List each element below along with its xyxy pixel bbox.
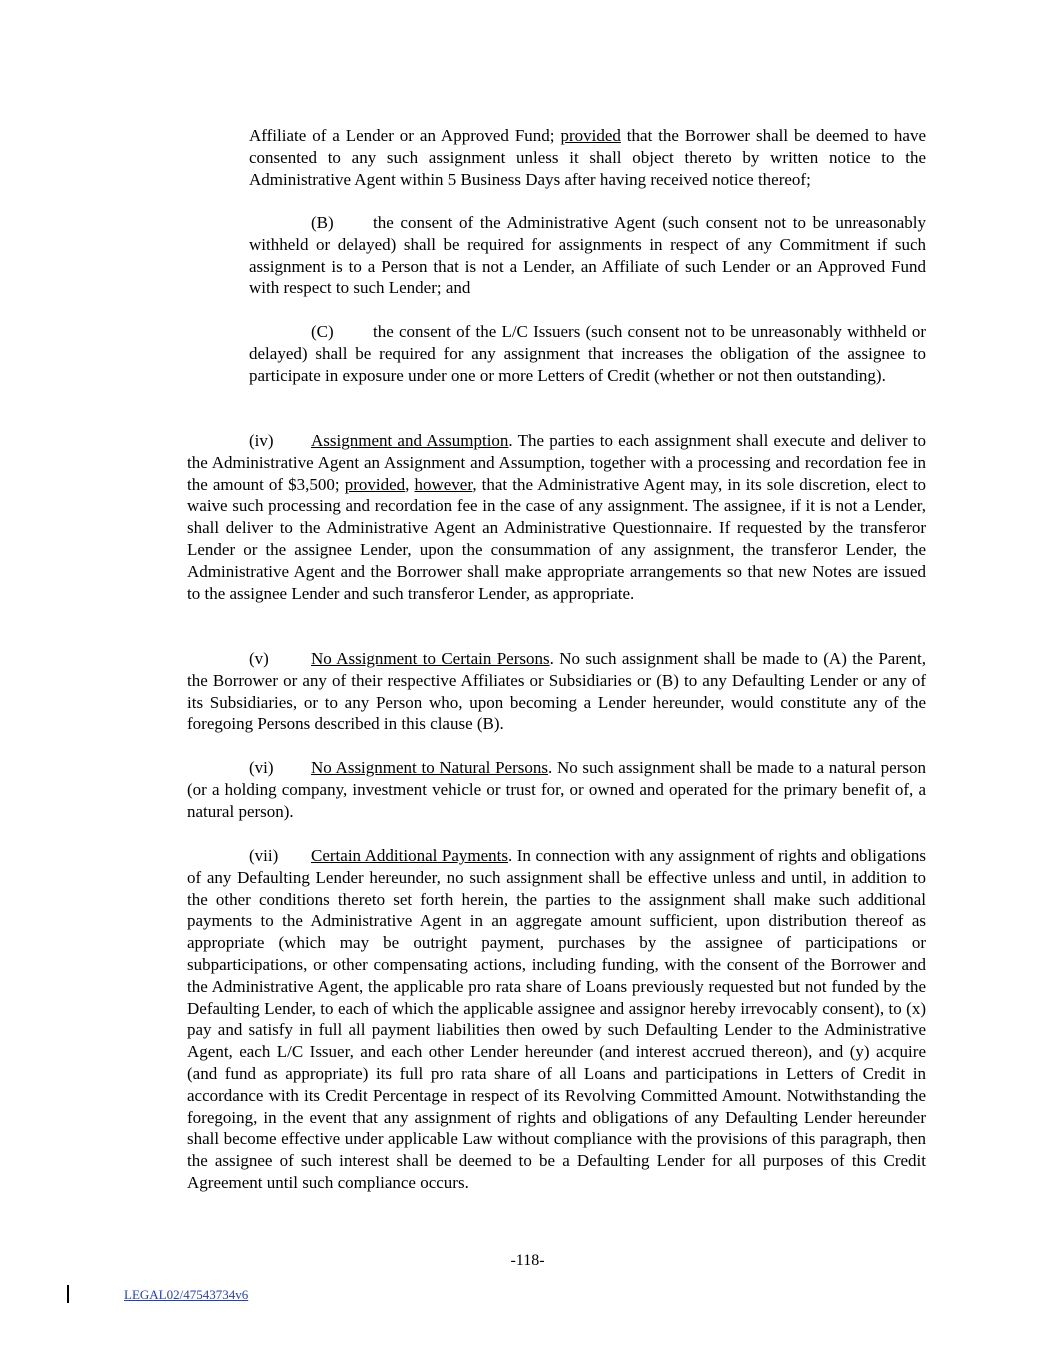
document-id-link[interactable]: LEGAL02/47543734v6 — [124, 1287, 249, 1302]
clause-number: (iv) — [249, 431, 274, 450]
clause-number: (vii) — [249, 846, 279, 865]
clause-heading: No Assignment to Certain Persons — [311, 649, 550, 668]
clause-number: (vi) — [249, 758, 274, 777]
revision-bar — [67, 1285, 69, 1303]
clause-text: , — [405, 474, 415, 494]
text-run: that the Borrower shall be deemed to have consented to any such assignment unless it shall object thereto by written notice to the Administrative Agent within 5 Business Days after having received notice thereof; — [249, 126, 926, 189]
continuation-paragraph — [249, 125, 926, 190]
clause-heading: Certain Additional Payments — [311, 846, 508, 865]
clause-text: . No such assignment shall be made to (A) the Parent, the Borrower or any of their respective Affiliates or Subsidiaries or (B) to any Defaulting Lender or any of its Subsidiaries, or to any Person who, upon becoming a Lender hereunder, would constitute any of the foregoing Persons described in this clause (B). — [187, 649, 926, 734]
underlined-term: provided — [560, 126, 621, 145]
underlined-term: however — [414, 474, 473, 494]
clause-number: (v) — [249, 649, 269, 668]
clause-text: . No such assignment shall be made to a natural person (or a holding company, investment vehicle or trust for, or owned and operated for the primary benefit of, a natural person). — [187, 758, 926, 821]
text-run: Affiliate of a Lender or an Approved Fund; — [249, 126, 561, 145]
clause-c-paragraph — [249, 321, 926, 386]
clause-vi-paragraph — [187, 757, 926, 822]
clause-number: (B) — [311, 213, 334, 232]
clause-vii-paragraph — [187, 845, 926, 1194]
clause-heading: Assignment and Assumption — [311, 431, 509, 450]
clause-text: . The parties to each assignment shall execute and deliver to the Administrative Agent an Assignment and Assumption, together with a processing and recordation fee in the amount of $3,500; — [187, 431, 926, 494]
underlined-term: provided — [344, 474, 406, 494]
clause-b-paragraph — [249, 212, 926, 299]
clause-text: the consent of the L/C Issuers (such consent not to be unreasonably withheld or delayed) shall be required for any assignment that increases the obligation of the assignee to participate in exposure under one or more Letters of Credit (whether or not then outstanding). — [249, 322, 926, 385]
clause-text: , that the Administrative Agent may, in its sole discretion, elect to waive such processing and recordation fee in the case of any assignment. The assignee, if it is not a Lender, shall deliver to the Administrative Agent an Administrative Questionnaire. If requested by the transferor Lender or the assignee Lender, upon the consummation of any assignment, the transferor Lender, the Administrative Agent and the Borrower shall make appropriate arrangements so that new Notes are issued to the assignee Lender and such transferor Lender, as appropriate. — [187, 474, 926, 603]
clause-v-paragraph — [187, 648, 926, 735]
clause-number: (C) — [311, 322, 334, 341]
page-number: -118- — [510, 1252, 545, 1269]
clause-heading: No Assignment to Natural Persons — [311, 758, 548, 777]
clause-text: . In connection with any assignment of rights and obligations of any Defaulting Lender hereunder, no such assignment shall be effective unless and until, in addition to the other conditions thereto set forth herein, the parties to the assignment shall make such additional payments to the Administrative Agent in an aggregate amount sufficient, upon distribution thereof as appropriate (which may be outright payment, purchases by the assignee of participations or subparticipations, or other compensating actions, including funding, with the consent of the Borrower and the Administrative Agent, the applicable pro rata share of Loans previously requested but not funded by the Defaulting Lender, to each of which the applicable assignee and assignor hereby irrevocably consent), to (x) pay and satisfy in full all payment liabilities then owed by such Defaulting Lender to the Administrative Agent, each L/C Issuer, and each other Lender hereunder (and interest accrued thereon), and (y) acquire (and fund as appropriate) its full pro rata share of all Loans and participations in Letters of Credit in accordance with its Credit Percentage in respect of its Revolving Committed Amount. Notwithstanding the foregoing, in the event that any assignment of rights and obligations of any Defaulting Lender hereunder shall become effective under applicable Law without compliance with the provisions of this paragraph, then the assignee of such interest shall be deemed to be a Defaulting Lender for all purposes of this Credit Agreement until such compliance occurs. — [187, 846, 926, 1192]
clause-iv-paragraph — [187, 430, 926, 604]
clause-text: the consent of the Administrative Agent (such consent not to be unreasonably withheld or delayed) shall be required for assignments in respect of any Commitment if such assignment is to a Person that is not a Lender, an Affiliate of such Lender or an Approved Fund with respect to such Lender; and — [249, 213, 926, 298]
